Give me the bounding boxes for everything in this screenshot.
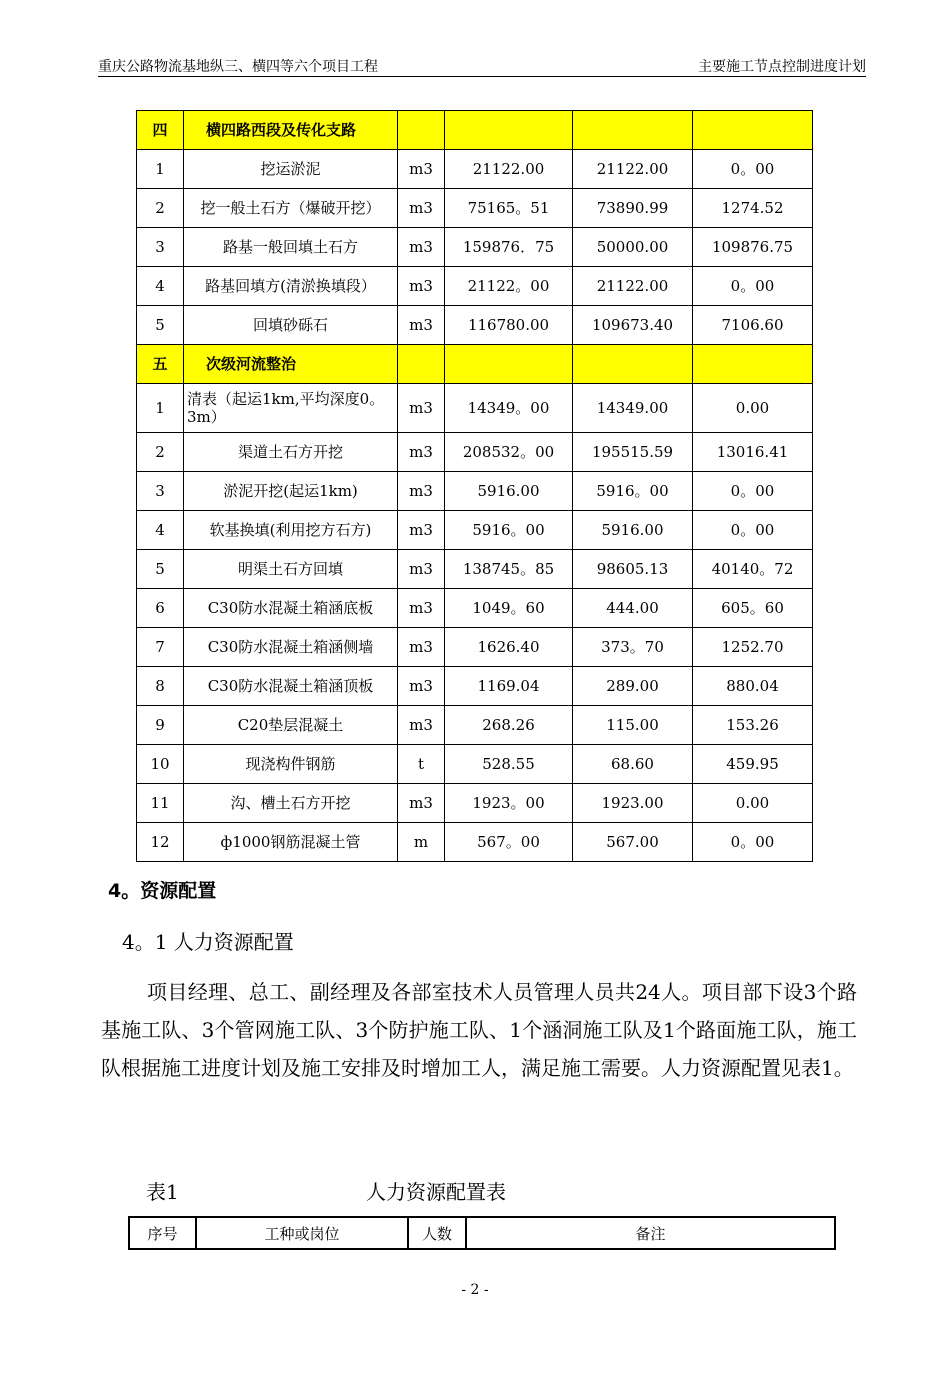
row-number: 7 bbox=[137, 628, 184, 667]
total-quantity: 5916.00 bbox=[445, 472, 573, 511]
item-name: 渠道土石方开挖 bbox=[184, 433, 398, 472]
table-row bbox=[137, 267, 813, 306]
section-empty-cell bbox=[573, 345, 693, 384]
total-quantity: 5916。00 bbox=[445, 511, 573, 550]
completed-quantity: 73890.99 bbox=[573, 189, 693, 228]
total-quantity: 1049。60 bbox=[445, 589, 573, 628]
item-name: 沟、槽土石方开挖 bbox=[184, 784, 398, 823]
completed-quantity: 1923.00 bbox=[573, 784, 693, 823]
completed-quantity: 50000.00 bbox=[573, 228, 693, 267]
completed-quantity: 21122.00 bbox=[573, 267, 693, 306]
page-header bbox=[98, 56, 866, 77]
total-quantity: 21122.00 bbox=[445, 150, 573, 189]
total-quantity: 138745。85 bbox=[445, 550, 573, 589]
item-name: 挖一般土石方（爆破开挖） bbox=[184, 189, 398, 228]
unit: m bbox=[398, 823, 445, 862]
unit: m3 bbox=[398, 667, 445, 706]
remaining-quantity: 0。00 bbox=[693, 267, 813, 306]
remaining-quantity: 0。00 bbox=[693, 150, 813, 189]
remaining-quantity: 0。00 bbox=[693, 823, 813, 862]
item-name: 挖运淤泥 bbox=[184, 150, 398, 189]
section-heading-resources: 4。资源配置 bbox=[108, 880, 217, 902]
section-empty-cell bbox=[445, 111, 573, 150]
hr-col-role: 工种或岗位 bbox=[196, 1217, 408, 1249]
row-number: 1 bbox=[137, 384, 184, 433]
progress-table bbox=[136, 110, 813, 862]
completed-quantity: 115.00 bbox=[573, 706, 693, 745]
row-number: 3 bbox=[137, 228, 184, 267]
unit: m3 bbox=[398, 384, 445, 433]
table-row bbox=[137, 433, 813, 472]
remaining-quantity: 459.95 bbox=[693, 745, 813, 784]
header-project-title: 重庆公路物流基地纵三、横四等六个项目工程 bbox=[98, 59, 378, 75]
total-quantity: 1923。00 bbox=[445, 784, 573, 823]
item-name: 路基一般回填土石方 bbox=[184, 228, 398, 267]
item-name: 明渠土石方回填 bbox=[184, 550, 398, 589]
row-number: 4 bbox=[137, 511, 184, 550]
section-title: 次级河流整治 bbox=[184, 345, 398, 384]
row-number: 10 bbox=[137, 745, 184, 784]
row-number: 2 bbox=[137, 433, 184, 472]
section-number: 四 bbox=[137, 111, 184, 150]
remaining-quantity: 0.00 bbox=[693, 384, 813, 433]
row-number: 12 bbox=[137, 823, 184, 862]
unit: m3 bbox=[398, 267, 445, 306]
table-row bbox=[137, 472, 813, 511]
remaining-quantity: 153.26 bbox=[693, 706, 813, 745]
remaining-quantity: 1274.52 bbox=[693, 189, 813, 228]
total-quantity: 1626.40 bbox=[445, 628, 573, 667]
total-quantity: 208532。00 bbox=[445, 433, 573, 472]
total-quantity: 567。00 bbox=[445, 823, 573, 862]
total-quantity: 14349。00 bbox=[445, 384, 573, 433]
hr-paragraph: 项目经理、总工、副经理及各部室技术人员管理人员共24人。项目部下设3个路基施工队、3个管网施工队、3个防护施工队、1个涵洞施工队及1个路面施工队，施工队根据施工进度计划及施工安排及时增加工人，满足施工需要。人力资源配置见表1。 bbox=[101, 980, 857, 1080]
completed-quantity: 5916。00 bbox=[573, 472, 693, 511]
completed-quantity: 5916.00 bbox=[573, 511, 693, 550]
item-name: 软基换填(利用挖方石方) bbox=[184, 511, 398, 550]
remaining-quantity: 880.04 bbox=[693, 667, 813, 706]
hr-table-header-row bbox=[129, 1217, 835, 1249]
table-row bbox=[137, 706, 813, 745]
item-name: ф1000钢筋混凝土管 bbox=[184, 823, 398, 862]
section-title: 横四路西段及传化支路 bbox=[184, 111, 398, 150]
total-quantity: 159876．75 bbox=[445, 228, 573, 267]
remaining-quantity: 1252.70 bbox=[693, 628, 813, 667]
hr-col-count: 人数 bbox=[408, 1217, 466, 1249]
section-empty-cell bbox=[573, 111, 693, 150]
page-number: - 2 - bbox=[461, 1282, 489, 1298]
unit: m3 bbox=[398, 433, 445, 472]
section-empty-cell bbox=[445, 345, 573, 384]
unit: m3 bbox=[398, 150, 445, 189]
completed-quantity: 109673.40 bbox=[573, 306, 693, 345]
completed-quantity: 195515.59 bbox=[573, 433, 693, 472]
remaining-quantity: 7106.60 bbox=[693, 306, 813, 345]
row-number: 4 bbox=[137, 267, 184, 306]
total-quantity: 75165。51 bbox=[445, 189, 573, 228]
subsection-heading-hr: 4。1 人力资源配置 bbox=[122, 930, 294, 954]
table-row bbox=[137, 384, 813, 433]
section-empty-cell bbox=[398, 111, 445, 150]
item-name: 现浇构件钢筋 bbox=[184, 745, 398, 784]
completed-quantity: 444.00 bbox=[573, 589, 693, 628]
unit: m3 bbox=[398, 228, 445, 267]
total-quantity: 21122。00 bbox=[445, 267, 573, 306]
unit: m3 bbox=[398, 511, 445, 550]
item-name: C30防水混凝土箱涵侧墙 bbox=[184, 628, 398, 667]
table-row bbox=[137, 667, 813, 706]
table-row bbox=[137, 228, 813, 267]
table-row bbox=[137, 511, 813, 550]
completed-quantity: 567.00 bbox=[573, 823, 693, 862]
unit: m3 bbox=[398, 628, 445, 667]
row-number: 11 bbox=[137, 784, 184, 823]
total-quantity: 1169.04 bbox=[445, 667, 573, 706]
section-number: 五 bbox=[137, 345, 184, 384]
remaining-quantity: 0。00 bbox=[693, 472, 813, 511]
section-empty-cell bbox=[693, 345, 813, 384]
table-row bbox=[137, 784, 813, 823]
item-name: 路基回填方(清淤换填段） bbox=[184, 267, 398, 306]
total-quantity: 116780.00 bbox=[445, 306, 573, 345]
table1-title: 人力资源配置表 bbox=[366, 1180, 506, 1204]
header-doc-title: 主要施工节点控制进度计划 bbox=[698, 59, 866, 75]
row-number: 9 bbox=[137, 706, 184, 745]
unit: m3 bbox=[398, 189, 445, 228]
table1-label: 表1 bbox=[146, 1180, 179, 1204]
section-empty-cell bbox=[398, 345, 445, 384]
item-name: 回填砂砾石 bbox=[184, 306, 398, 345]
row-number: 8 bbox=[137, 667, 184, 706]
row-number: 5 bbox=[137, 550, 184, 589]
completed-quantity: 21122.00 bbox=[573, 150, 693, 189]
completed-quantity: 14349.00 bbox=[573, 384, 693, 433]
item-name: 清表（起运1km,平均深度0。3m） bbox=[184, 384, 398, 433]
item-name: C20垫层混凝土 bbox=[184, 706, 398, 745]
table-row bbox=[137, 306, 813, 345]
unit: m3 bbox=[398, 550, 445, 589]
row-number: 5 bbox=[137, 306, 184, 345]
remaining-quantity: 13016.41 bbox=[693, 433, 813, 472]
total-quantity: 528.55 bbox=[445, 745, 573, 784]
row-number: 2 bbox=[137, 189, 184, 228]
item-name: 淤泥开挖(起运1km) bbox=[184, 472, 398, 511]
row-number: 1 bbox=[137, 150, 184, 189]
remaining-quantity: 0.00 bbox=[693, 784, 813, 823]
completed-quantity: 98605.13 bbox=[573, 550, 693, 589]
table-row bbox=[137, 628, 813, 667]
section-row bbox=[137, 345, 813, 384]
hr-col-no: 序号 bbox=[129, 1217, 196, 1249]
section-row bbox=[137, 111, 813, 150]
table-row bbox=[137, 550, 813, 589]
table-row bbox=[137, 589, 813, 628]
item-name: C30防水混凝土箱涵顶板 bbox=[184, 667, 398, 706]
completed-quantity: 68.60 bbox=[573, 745, 693, 784]
completed-quantity: 373。70 bbox=[573, 628, 693, 667]
table-row bbox=[137, 745, 813, 784]
row-number: 3 bbox=[137, 472, 184, 511]
item-name: C30防水混凝土箱涵底板 bbox=[184, 589, 398, 628]
unit: m3 bbox=[398, 706, 445, 745]
completed-quantity: 289.00 bbox=[573, 667, 693, 706]
unit: m3 bbox=[398, 306, 445, 345]
remaining-quantity: 605。60 bbox=[693, 589, 813, 628]
row-number: 6 bbox=[137, 589, 184, 628]
remaining-quantity: 40140。72 bbox=[693, 550, 813, 589]
table-row bbox=[137, 150, 813, 189]
hr-table bbox=[128, 1216, 836, 1250]
unit: t bbox=[398, 745, 445, 784]
unit: m3 bbox=[398, 784, 445, 823]
unit: m3 bbox=[398, 589, 445, 628]
table-row bbox=[137, 189, 813, 228]
section-empty-cell bbox=[693, 111, 813, 150]
total-quantity: 268.26 bbox=[445, 706, 573, 745]
remaining-quantity: 109876.75 bbox=[693, 228, 813, 267]
table-row bbox=[137, 823, 813, 862]
remaining-quantity: 0。00 bbox=[693, 511, 813, 550]
hr-col-remark: 备注 bbox=[466, 1217, 835, 1249]
unit: m3 bbox=[398, 472, 445, 511]
